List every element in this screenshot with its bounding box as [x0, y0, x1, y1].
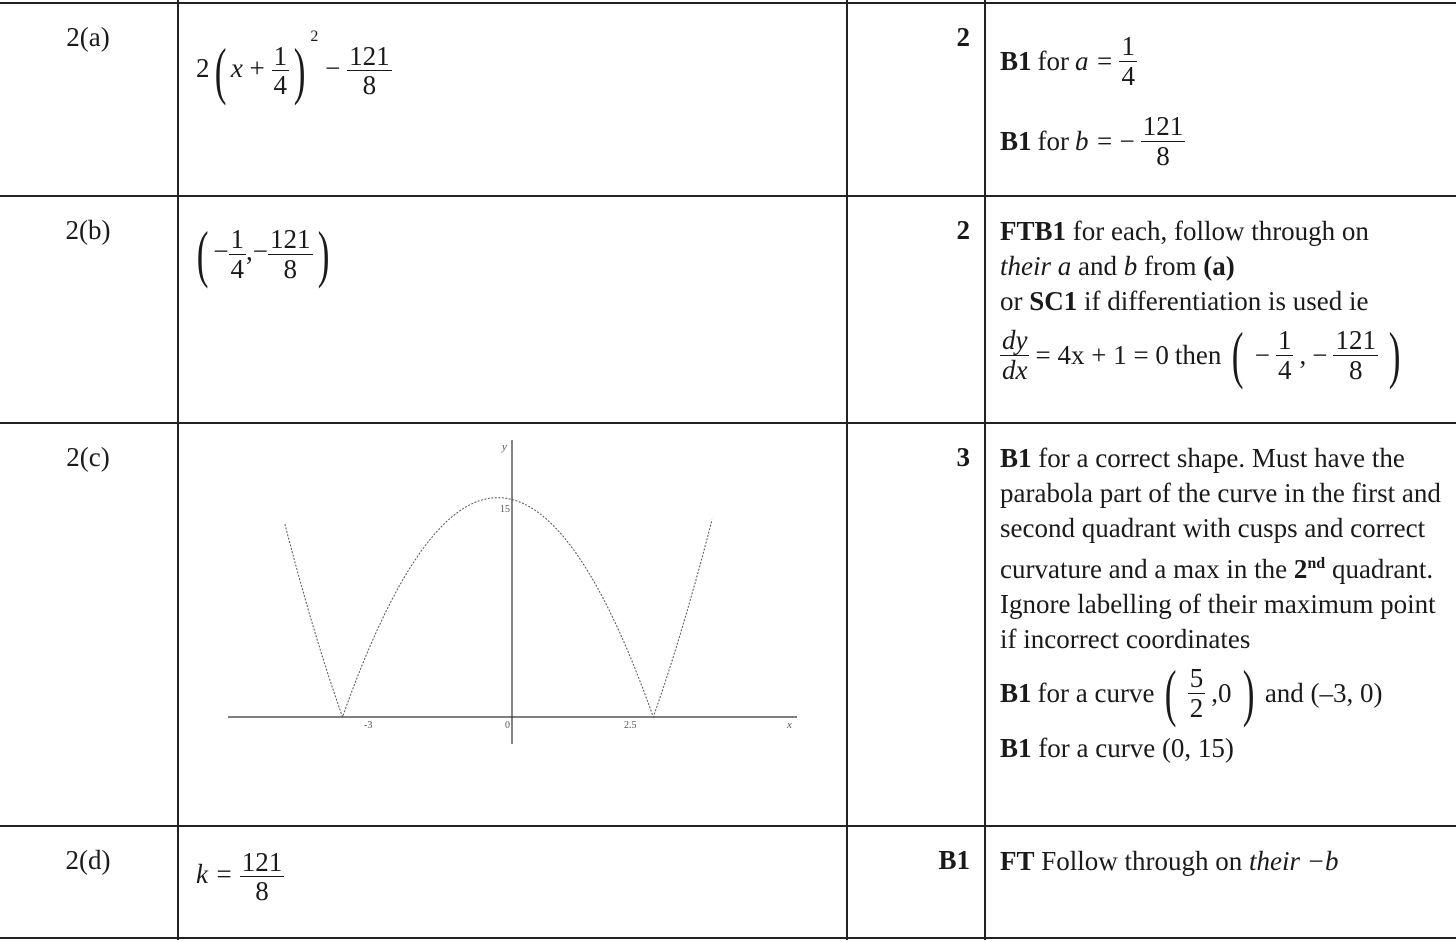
answer-2a: 2( x + $\frac{1}{4}$ ) $^2$ − $\frac{121}{8}$	[196, 28, 390, 106]
sketch-graph	[222, 432, 802, 752]
fraction: $\frac{1}{4}$	[273, 40, 288, 101]
row-border	[0, 422, 1456, 424]
modulus-curve	[285, 498, 712, 717]
fraction: $\frac{1}{4}$	[230, 224, 245, 284]
x-axis-label: x	[787, 719, 792, 731]
fraction: $\frac{121}{8}$	[349, 40, 390, 101]
derivative: $\frac{dy}{dx}$	[1002, 325, 1028, 385]
tick-label-neg3: -3	[364, 720, 373, 731]
tick-label-2-5: 2.5	[624, 720, 637, 731]
col-border	[177, 0, 179, 940]
question-number: 2(d)	[65, 845, 111, 875]
marks: 2	[956, 22, 970, 52]
y-axis-label: y	[502, 441, 507, 453]
fraction: $\frac{1}{4}$	[1121, 31, 1135, 91]
tick-label-0: 0	[505, 720, 510, 731]
answer-2d: k = $\frac{121}{8}$	[196, 847, 283, 907]
fraction: $\frac{121}{8}$	[1335, 325, 1376, 385]
row-border	[0, 195, 1456, 197]
answer-2b: ( − $\frac{1}{4}$ ,− $\frac{121}{8}$ )	[196, 218, 330, 289]
marks: B1	[938, 845, 970, 875]
row-border	[0, 825, 1456, 827]
row-border	[0, 937, 1456, 939]
marks: 3	[956, 442, 970, 472]
guidance-2c: B1 for a correct shape. Must have the parabola part of the curve in the first and second quadrant with cusps and correct curvature and a max in the 2nd quadrant. Ignore labelling of their maximum point if incorrect coordinates B1 for a curve ( $\frac{5}{2}$ ,0 ) and (–3, 0) B1 for a curve (0, 15)	[1000, 443, 1441, 763]
col-border	[984, 0, 986, 940]
tick-label-15: 15	[500, 504, 510, 515]
question-number: 2(b)	[65, 215, 111, 245]
question-number: 2(c)	[66, 442, 110, 472]
fraction: $\frac{121}{8}$	[1142, 111, 1184, 171]
guidance-2a: B1 for a = $\frac{1}{4}$ B1 for b = − $\frac{121}{8}$	[1000, 31, 1184, 171]
guidance-2b: FTB1 for each, follow through on their a and b from (a) or SC1 if differentiation is used ie $\frac{dy}{dx}$ = 4x + 1 = 0 then ( − $\frac{1}{4}$ , − $\frac{121}{8}$ )	[1000, 216, 1401, 390]
guidance-2d: FT Follow through on their −b	[1000, 846, 1339, 876]
marks: 2	[956, 215, 970, 245]
question-number: 2(a)	[66, 22, 110, 52]
fraction: $\frac{5}{2}$	[1189, 663, 1204, 723]
graph-svg	[222, 432, 802, 752]
row-border	[0, 2, 1456, 4]
fraction: $\frac{121}{8}$	[241, 847, 283, 907]
fraction: $\frac{121}{8}$	[270, 224, 311, 284]
fraction: $\frac{1}{4}$	[1277, 325, 1292, 385]
